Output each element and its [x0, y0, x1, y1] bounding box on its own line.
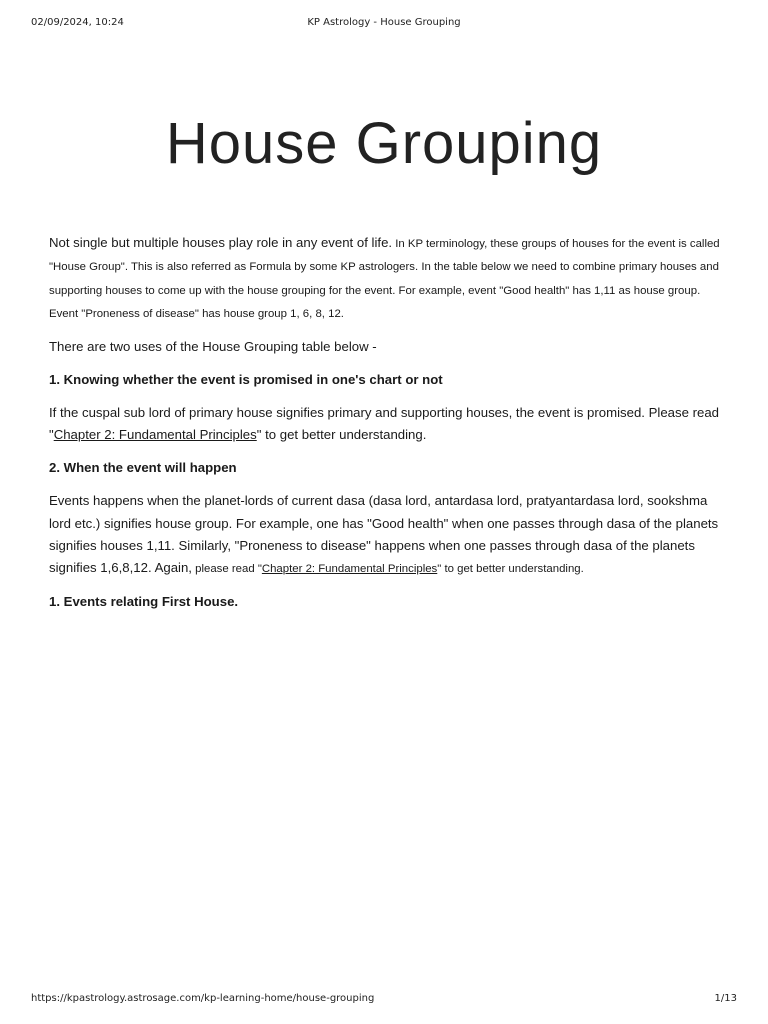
section1-heading: 1. Events relating First House.	[49, 594, 239, 610]
use2-paragraph	[49, 490, 723, 581]
print-date: 02/09/2024, 10:24	[31, 17, 124, 28]
use1-paragraph	[49, 402, 723, 447]
page-title: House Grouping	[165, 111, 603, 176]
print-header	[31, 17, 737, 31]
print-document-title: KP Astrology - House Grouping	[307, 17, 461, 28]
intro-rest: In KP terminology, these groups of houses for the event is called "House Group". This is also referred as Formula by some KP astrologers. In the table below we need to combine primary houses and supporting houses to come up with the house grouping for the event. For example, event "Good health" has 1,11 as house group. Event "Proneness of disease" has house group 1, 6, 8, 12.	[49, 238, 720, 321]
chapter2-link-2[interactable]: Chapter 2: Fundamental Principles	[261, 563, 438, 576]
intro-lead: Not single but multiple houses play role in any event of life.	[49, 235, 393, 250]
uses-intro: There are two uses of the House Grouping table below -	[49, 339, 377, 355]
article-body	[49, 232, 723, 624]
use2-heading: 2. When the event will happen	[49, 460, 237, 476]
use2-text-before: Events happens when the planet-lords of current dasa (dasa lord, antardasa lord, pratyantardasa lord, sookshma lord etc.) signifies house group. For example, one has "Good health" when one passes through dasa of the planets signifies houses 1,11. Similarly, "Proneness to disease" happens when one passes through dasa of the planets signifies 1,6,8,12. Again,	[49, 493, 719, 576]
print-footer	[31, 993, 737, 1007]
use1-text-before: If the cuspal sub lord of primary house signifies primary and supporting houses, the event is promised. Please read "	[49, 404, 719, 443]
chapter2-link[interactable]: Chapter 2: Fundamental Principles	[53, 427, 257, 443]
use2-small-before: please read "	[191, 563, 262, 576]
intro-paragraph	[49, 232, 723, 326]
page-number: 1/13	[714, 993, 737, 1004]
use2-small-after: " to get better understanding.	[437, 563, 584, 576]
use1-text-after: " to get better understanding.	[256, 427, 427, 443]
print-url: https://kpastrology.astrosage.com/kp-learning-home/house-grouping	[31, 993, 375, 1004]
use1-heading: 1. Knowing whether the event is promised in one's chart or not	[49, 372, 443, 388]
